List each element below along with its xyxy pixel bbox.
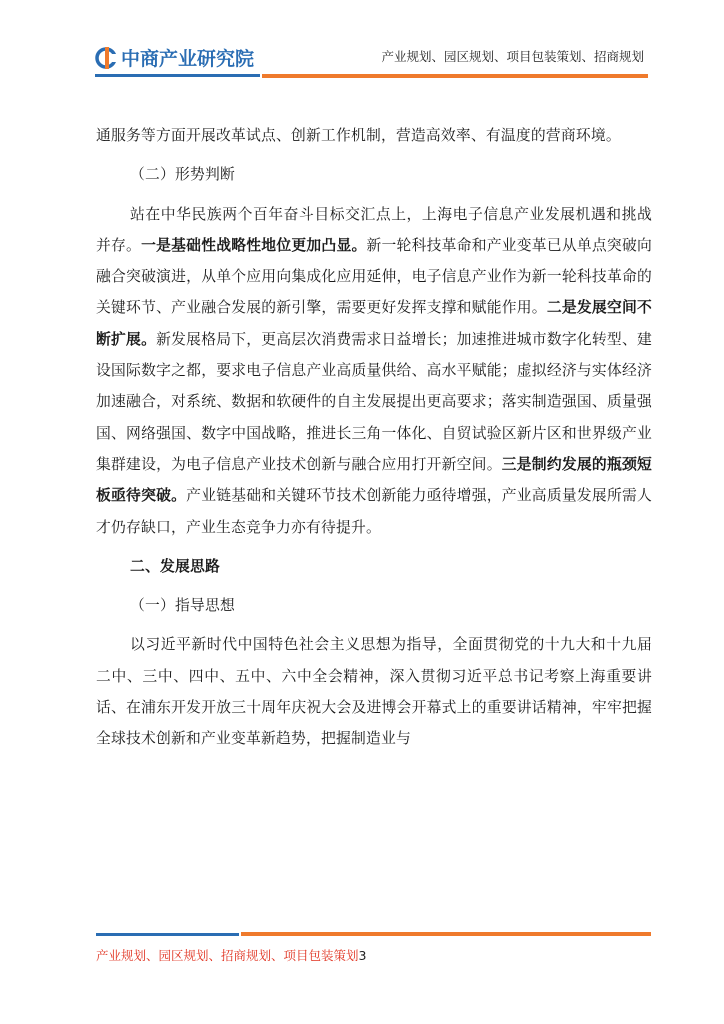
footer-divider-blue	[96, 933, 239, 936]
footer-divider-orange	[241, 932, 651, 936]
page-header	[0, 0, 724, 80]
highlight-point-3: 三是制约发展的瓶颈短板亟待突破。	[96, 455, 652, 505]
company-logo	[95, 44, 254, 71]
subheading-situation: （二）形势判断	[130, 166, 235, 184]
logo-icon	[95, 47, 117, 69]
document-body	[96, 120, 652, 755]
highlight-point-1: 一是基础性战略性地位更加凸显。	[141, 236, 367, 254]
section-heading: 二、发展思路	[130, 557, 220, 575]
paragraph-guiding-ideology: 以习近平新时代中国特色社会主义思想为指导，全面贯彻党的十九大和十九届二中、三中、四中、五中、六中全会精神，深入贯彻习近平总书记考察上海重要讲话、在浦东开发开放三十周年庆祝大会及进博会开幕式上的重要讲话精神，牢牢把握全球技术创新和产业变革新趋势，把握制造业与	[96, 636, 652, 748]
header-tagline: 产业规划、园区规划、项目包装策划、招商规划	[381, 49, 644, 64]
page-footer	[96, 946, 366, 964]
highlight-point-2: 二是发展空间不断扩展。	[96, 299, 652, 348]
header-divider-blue	[95, 74, 260, 77]
page-number: 3	[358, 948, 367, 963]
paragraph-situation: 站在中华民族两个百年奋斗目标交汇点上，上海电子信息产业发展机遇和挑战并存。一是基础性战略性地位更加凸显。新一轮科技革命和产业变革已从单点突破向融合突破演进，从单个应用向集成化应用延伸，电子信息产业作为新一轮科技革命的关键环节、产业融合发展的新引擎，需要更好发挥支撑和赋能作用。二是发展空间不断扩展。新发展格局下，更高层次消费需求日益增长；加速推进城市数字化转型、建设国际数字之都，要求电子信息产业高质量供给、高水平赋能；虚拟经济与实体经济加速融合，对系统、数据和软硬件的自主发展提出更高要求；落实制造强国、质量强国、网络强国、数字中国战略，推进长三角一体化、自贸试验区新片区和世界级产业集群建设，为电子信息产业技术创新与融合应用打开新空间。三是制约发展的瓶颈短板亟待突破。产业链基础和关键环节技术创新能力亟待增强，产业高质量发展所需人才仍存缺口，产业生态竞争力亦有待提升。	[96, 205, 653, 536]
logo-text: 中商产业研究院	[121, 48, 255, 70]
footer-services: 产业规划、园区规划、招商规划、项目包装策划	[96, 948, 359, 963]
subheading-guiding-ideology: （一）指导思想	[130, 597, 235, 615]
paragraph-continuation: 通服务等方面开展改革试点、创新工作机制，营造高效率、有温度的营商环境。	[96, 127, 621, 144]
header-divider-orange	[262, 74, 648, 78]
